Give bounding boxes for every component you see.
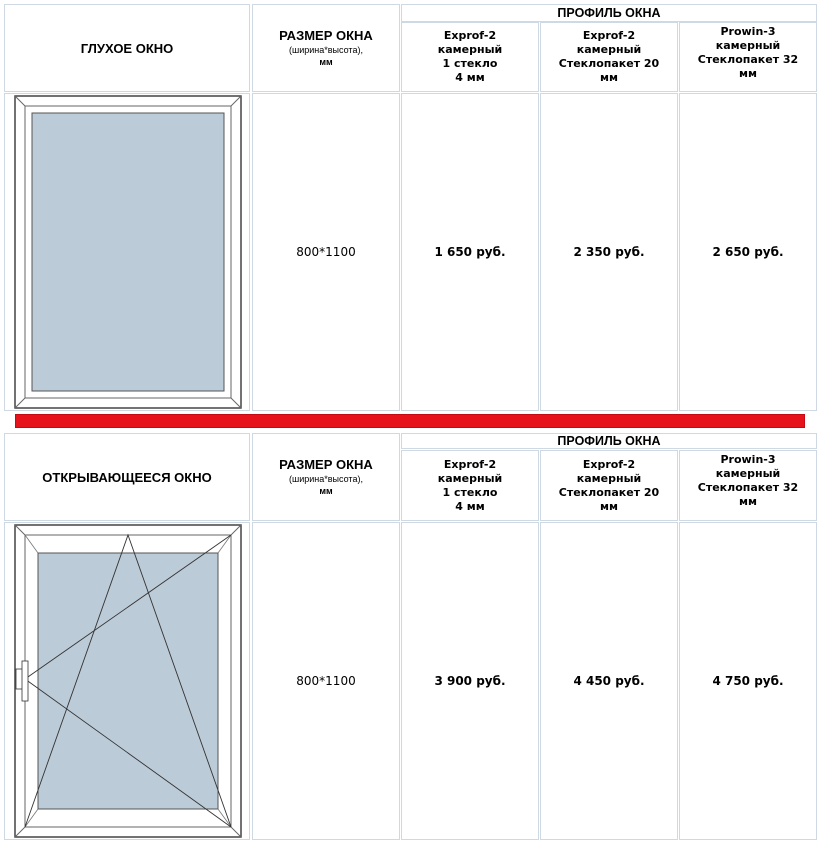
price: 2 350 руб. bbox=[573, 245, 645, 259]
profile-header-label: ПРОФИЛЬ ОКНА bbox=[557, 434, 661, 448]
size-unit: мм bbox=[319, 486, 333, 496]
profile-line: Exprof-2 bbox=[443, 457, 497, 471]
profile-line: Prowin-3 bbox=[720, 453, 776, 466]
profile-exprof2-glass bbox=[401, 450, 539, 521]
profile-exprof2-20 bbox=[540, 22, 678, 92]
profile-line: камерный bbox=[715, 467, 781, 480]
opening-window-icon bbox=[11, 523, 243, 839]
profile-header-label: ПРОФИЛЬ ОКНА bbox=[557, 6, 661, 20]
profile-line: Стеклопакет 32 bbox=[697, 53, 799, 66]
profile-line: Стеклопакет 32 bbox=[697, 481, 799, 494]
size-value-cell bbox=[252, 93, 400, 411]
profile-line: камерный bbox=[437, 43, 503, 56]
price-cell bbox=[679, 522, 817, 840]
profile-line: Prowin-3 bbox=[720, 25, 776, 38]
profile-line: Стеклопакет 20 bbox=[558, 485, 660, 499]
fixed-window-image-cell bbox=[4, 93, 250, 411]
price-cell bbox=[679, 93, 817, 411]
section-divider bbox=[15, 414, 805, 428]
profile-prowin3-32 bbox=[679, 450, 817, 521]
size-unit: мм bbox=[319, 57, 333, 67]
price: 4 750 руб. bbox=[712, 674, 784, 688]
size-value: 800*1100 bbox=[296, 245, 356, 259]
profile-line: Exprof-2 bbox=[582, 457, 636, 471]
profile-line: 4 мм bbox=[455, 499, 485, 513]
size-subtitle: (ширина*высота), bbox=[289, 474, 363, 484]
size-value: 800*1100 bbox=[296, 674, 356, 688]
window-type-fixed bbox=[4, 4, 250, 92]
size-title: РАЗМЕР ОКНА bbox=[279, 457, 373, 472]
window-type-label: ГЛУХОЕ ОКНО bbox=[80, 40, 174, 56]
size-header bbox=[252, 433, 400, 521]
profile-line: 4 мм bbox=[455, 71, 485, 84]
profile-header bbox=[401, 433, 817, 449]
price: 3 900 руб. bbox=[434, 674, 506, 688]
size-header bbox=[252, 4, 400, 92]
profile-line: камерный bbox=[576, 43, 642, 56]
profile-line: камерный bbox=[437, 471, 503, 485]
profile-exprof2-20 bbox=[540, 450, 678, 521]
profile-line: Стеклопакет 20 bbox=[558, 57, 660, 70]
size-subtitle: (ширина*высота), bbox=[289, 45, 363, 55]
profile-line: мм bbox=[600, 499, 618, 513]
profile-line: камерный bbox=[715, 39, 781, 52]
profile-line: мм bbox=[739, 67, 757, 80]
profile-line: Exprof-2 bbox=[443, 29, 497, 42]
profile-line: камерный bbox=[576, 471, 642, 485]
profile-line: 1 стекло bbox=[442, 57, 498, 70]
window-type-label: ОТКРЫВАЮЩЕЕСЯ ОКНО bbox=[42, 469, 212, 485]
price: 1 650 руб. bbox=[434, 245, 506, 259]
profile-prowin3-32 bbox=[679, 22, 817, 92]
profile-exprof2-glass bbox=[401, 22, 539, 92]
price-cell bbox=[540, 93, 678, 411]
profile-header bbox=[401, 4, 817, 22]
price: 4 450 руб. bbox=[573, 674, 645, 688]
profile-line: мм bbox=[600, 71, 618, 84]
profile-line: мм bbox=[739, 495, 757, 508]
fixed-window-icon bbox=[11, 94, 243, 410]
size-title: РАЗМЕР ОКНА bbox=[279, 28, 373, 43]
profile-line: Exprof-2 bbox=[582, 29, 636, 42]
profile-line: 1 стекло bbox=[442, 485, 498, 499]
price: 2 650 руб. bbox=[712, 245, 784, 259]
price-cell bbox=[401, 522, 539, 840]
opening-window-image-cell bbox=[4, 522, 250, 840]
price-cell bbox=[540, 522, 678, 840]
price-cell bbox=[401, 93, 539, 411]
size-value-cell bbox=[252, 522, 400, 840]
window-type-opening bbox=[4, 433, 250, 521]
